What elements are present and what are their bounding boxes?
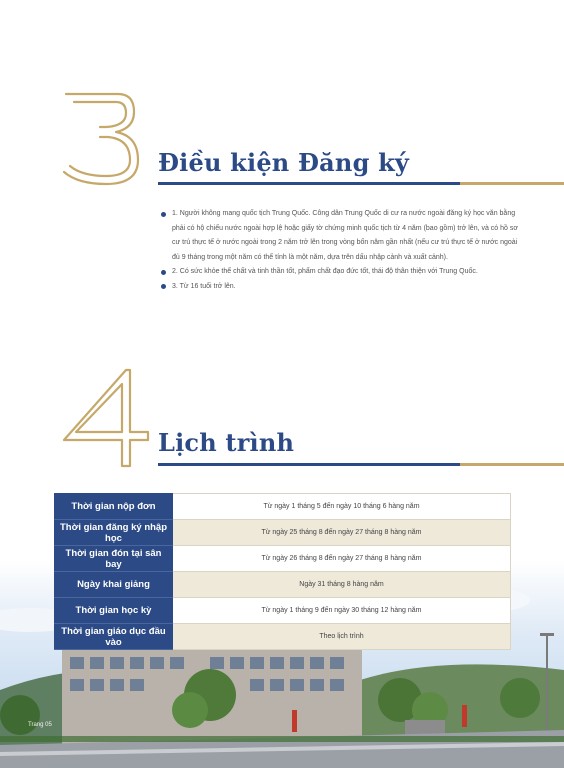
schedule-value: Theo lịch trình [173,624,511,650]
schedule-label: Thời gian đón tại sân bay [55,546,173,572]
condition-text: 1. Người không mang quốc tịch Trung Quốc. Công dân Trung Quốc di cư ra nước ngoài đăng ký học văn bằng phải có hộ chiếu nước ngoài hợp lệ hoặc giấy tờ chứng minh quốc tịch từ 4 năm (bao gồm) trở lên, và có hồ sơ cư trú thực tế ở nước ngoài trong 2 năm trở lên trong vòng bốn năm gần nhất (nếu cư trú thực tế ở nước ngoài đủ 9 tháng trong một năm có thể tính là một năm, dựa trên dấu nhập cảnh và xuất cảnh). [172,210,518,261]
table-row [55,494,511,520]
list-item [160,265,518,280]
conditions-list [160,207,518,294]
schedule-label: Thời gian đăng ký nhập học [55,520,173,546]
condition-text: 2. Có sức khỏe thể chất và tinh thần tốt, phẩm chất đạo đức tốt, thái độ thân thiện với Trung Quốc. [172,268,478,275]
bullet-icon [161,270,166,275]
section-4-title: Lịch trình [158,428,295,457]
schedule-label: Thời gian học kỳ [55,598,173,624]
section-number-4-graphic [60,366,152,468]
section-3-divider [158,182,564,185]
schedule-table [54,493,511,650]
table-row [55,598,511,624]
table-row [55,520,511,546]
schedule-value: Từ ngày 25 tháng 8 đến ngày 27 tháng 8 hàng năm [173,520,511,546]
list-item [160,207,518,265]
section-3-title: Điều kiện Đăng ký [158,148,410,177]
schedule-value: Từ ngày 1 tháng 5 đến ngày 10 tháng 6 hàng năm [173,494,511,520]
condition-text: 3. Từ 16 tuổi trở lên. [172,282,236,290]
section-number-3-graphic [60,86,144,190]
page-number: Trang 05 [28,722,52,728]
schedule-value: Ngày 31 tháng 8 hàng năm [173,572,511,598]
schedule-value: Từ ngày 1 tháng 9 đến ngày 30 tháng 12 hàng năm [173,598,511,624]
list-item [160,280,518,295]
section-4-divider [158,463,564,466]
table-row [55,572,511,598]
bullet-icon [161,284,166,289]
schedule-value: Từ ngày 26 tháng 8 đến ngày 27 tháng 8 hàng năm [173,546,511,572]
bullet-icon [161,212,166,217]
schedule-label: Ngày khai giảng [55,572,173,598]
table-row [55,624,511,650]
table-row [55,546,511,572]
schedule-label: Thời gian giáo dục đầu vào [55,624,173,650]
schedule-label: Thời gian nộp đơn [55,494,173,520]
